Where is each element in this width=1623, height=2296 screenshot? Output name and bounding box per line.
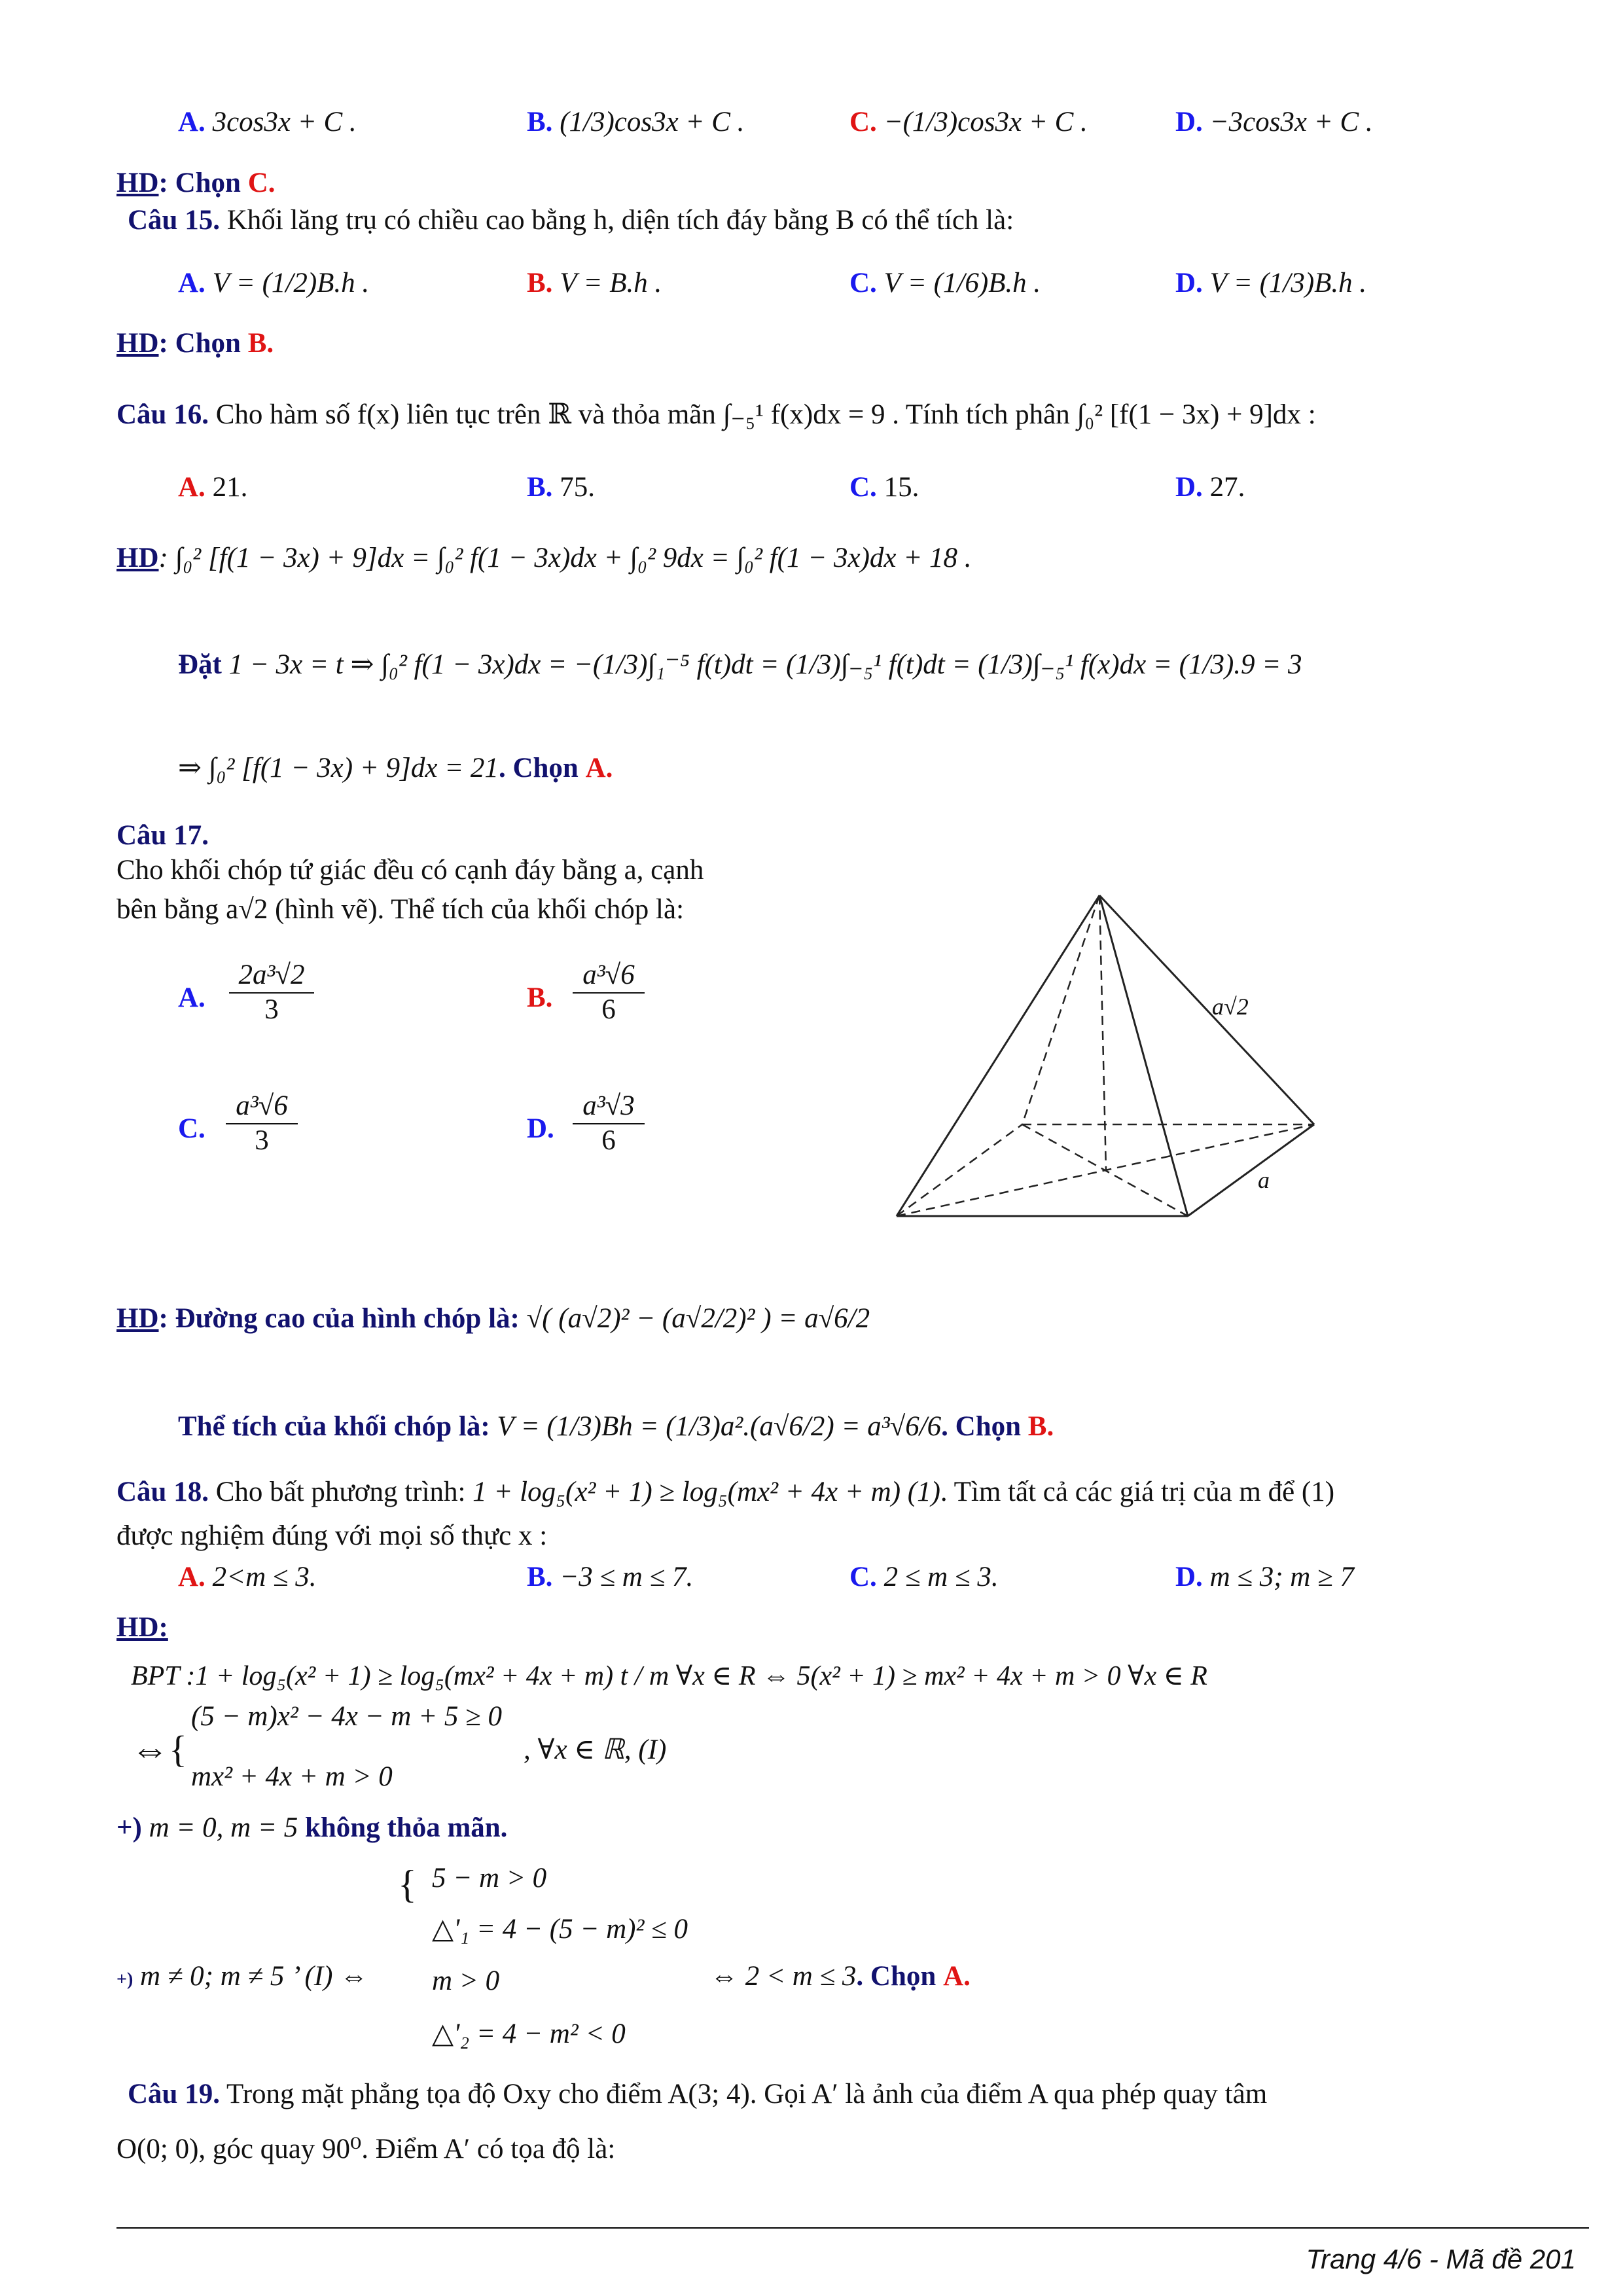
q18-case2-row2 bbox=[432, 1912, 688, 1945]
q14-hd bbox=[116, 167, 276, 199]
q18-case2-result bbox=[710, 1960, 971, 1992]
answer: A. bbox=[943, 1961, 971, 1992]
option-text: m ≤ 3; m ≥ 7 bbox=[1209, 1562, 1354, 1592]
answer: B. bbox=[1027, 1411, 1054, 1442]
option-label: B. bbox=[527, 107, 553, 137]
q17-option-d bbox=[527, 1113, 554, 1145]
question-number: Câu 19. bbox=[128, 2079, 220, 2109]
answer: A. bbox=[585, 753, 613, 783]
question-text: Cho hàm số f(x) liên tục trên ℝ và thỏa mãn ∫₋₅¹ f(x)dx = 9 . Tính tích phân ∫₀² [f(1 − 3x) + 9]dx : bbox=[215, 399, 1316, 430]
option-text: 2<m ≤ 3. bbox=[212, 1562, 317, 1592]
system-row: mx² + 4x + m > 0 bbox=[191, 1761, 393, 1792]
question-text: Trong mặt phẳng tọa độ Oxy cho điểm A(3; 4). Gọi A′ là ảnh của điểm A qua phép quay tâm bbox=[226, 2079, 1268, 2109]
answer: B. bbox=[247, 328, 274, 359]
option-text: −(1/3)cos3x + C . bbox=[883, 107, 1088, 137]
q15-option-c bbox=[849, 267, 1041, 299]
chon-label: : Chọn bbox=[158, 328, 241, 359]
option-text: −3cos3x + C . bbox=[1209, 107, 1373, 137]
q18-option-d bbox=[1175, 1561, 1354, 1593]
q17-hd-line1 bbox=[116, 1302, 870, 1335]
option-text: V = B.h . bbox=[560, 268, 662, 298]
hd-label: HD bbox=[116, 1303, 159, 1334]
option-text: V = (1/3)B.h . bbox=[1209, 268, 1367, 298]
pyramid-figure bbox=[877, 857, 1348, 1230]
option-text: 2 ≤ m ≤ 3. bbox=[883, 1562, 999, 1592]
q18-case2-row3 bbox=[432, 1965, 499, 1997]
system-row: △'₂ = 4 − m² < 0 bbox=[432, 2018, 626, 2049]
q18-option-a bbox=[178, 1561, 316, 1593]
page-footer: Trang 4/6 - Mã đề 201 bbox=[1306, 2244, 1576, 2274]
question-number: Câu 16. bbox=[116, 399, 209, 430]
option-label: C. bbox=[849, 472, 877, 503]
system-row: (5 − m)x² − 4x − m + 5 ≥ 0 bbox=[191, 1701, 502, 1732]
q15-option-d bbox=[1175, 267, 1366, 299]
q18-option-b bbox=[527, 1561, 693, 1593]
option-text: 15. bbox=[883, 472, 919, 503]
option-text: 3cos3x + C . bbox=[212, 107, 357, 137]
question-text: Cho bất phương trình: bbox=[215, 1477, 466, 1507]
system-row: 5 − m > 0 bbox=[432, 1863, 547, 1893]
q16-option-a bbox=[178, 471, 247, 503]
solution-math: √( (a√2)² − (a√2/2)² ) = a√6/2 bbox=[526, 1303, 870, 1334]
option-text: (1/3)cos3x + C . bbox=[560, 107, 745, 137]
edge-label: a√2 bbox=[1212, 994, 1249, 1020]
solution-math: V = (1/3)Bh = (1/3)a².(a√6/2) = a³√6/6 bbox=[497, 1411, 942, 1442]
option-text: 75. bbox=[560, 472, 595, 503]
case-mark: +) bbox=[116, 1812, 142, 1843]
fraction-numerator: a³√3 bbox=[573, 1090, 645, 1124]
hd-text: : Đường cao của hình chóp là: bbox=[158, 1303, 520, 1334]
q15-option-a bbox=[178, 267, 369, 299]
q17-option-d-fraction bbox=[573, 1090, 645, 1157]
q15-question bbox=[128, 204, 1014, 236]
hd-text: Thể tích của khối chóp là: bbox=[178, 1411, 490, 1442]
option-label: B. bbox=[527, 1562, 553, 1592]
q16-option-d bbox=[1175, 471, 1245, 503]
case-result: ⇔ 2 < m ≤ 3 bbox=[710, 1961, 857, 1992]
q18-sys-tail bbox=[524, 1733, 666, 1766]
case-math: m = 0, m = 5 bbox=[149, 1812, 298, 1843]
chon-label: . Chọn bbox=[856, 1961, 936, 1992]
q16-hd-line3 bbox=[178, 751, 613, 784]
q17-option-b bbox=[527, 982, 552, 1014]
option-label: D. bbox=[1175, 1562, 1203, 1592]
q18-question-line1 bbox=[116, 1476, 1334, 1508]
hd-label: HD: bbox=[116, 1612, 168, 1643]
q18-case2 bbox=[116, 1960, 368, 1992]
option-label: D. bbox=[1175, 268, 1203, 298]
q17-option-c-fraction bbox=[226, 1090, 298, 1157]
option-label: D. bbox=[527, 1113, 554, 1144]
q18-bpt bbox=[131, 1659, 1207, 1692]
case-mark: +) bbox=[116, 1969, 134, 1990]
case-condition: m ≠ 0; m ≠ 5 ’ (I) ⇔ bbox=[140, 1961, 368, 1992]
solution-line: BPT :1 + log₅(x² + 1) ≥ log₅(mx² + 4x + m) t / m ∀x ∈ R ⇔ 5(x² + 1) ≥ mx² + 4x + m > 0 ∀x ∈ R bbox=[131, 1661, 1207, 1691]
chon-label: . Chọn bbox=[941, 1411, 1022, 1442]
q17-hd-line2 bbox=[178, 1410, 1054, 1443]
q15-option-b bbox=[527, 267, 662, 299]
option-label: C. bbox=[178, 1113, 205, 1144]
q17-option-c bbox=[178, 1113, 205, 1145]
question-number: Câu 15. bbox=[128, 205, 220, 236]
q19-question-line2 bbox=[116, 2132, 615, 2165]
q18-case1 bbox=[116, 1812, 507, 1844]
option-label: A. bbox=[178, 268, 205, 298]
question-text: . Tìm tất cả các giá trị của m để (1) bbox=[940, 1477, 1335, 1507]
footer-divider bbox=[116, 2227, 1589, 2229]
q17-number bbox=[116, 819, 209, 852]
system-row: m > 0 bbox=[432, 1965, 500, 1996]
option-label: C. bbox=[849, 1562, 877, 1592]
q17-text1: Cho khối chóp tứ giác đều có cạnh đáy bằng a, cạnh bbox=[116, 855, 704, 886]
option-label: C. bbox=[849, 107, 877, 137]
solution-line: : ∫₀² [f(1 − 3x) + 9]dx = ∫₀² f(1 − 3x)dx + ∫₀² 9dx = ∫₀² f(1 − 3x)dx + 18 . bbox=[158, 543, 972, 573]
q18-hd bbox=[116, 1611, 168, 1643]
option-label: A. bbox=[178, 472, 205, 503]
chon-label: . Chọn bbox=[498, 753, 579, 783]
option-label: B. bbox=[527, 472, 553, 503]
q17-option-a-fraction bbox=[229, 959, 314, 1026]
option-text: V = (1/2)B.h . bbox=[212, 268, 370, 298]
question-text: Khối lăng trụ có chiều cao bằng h, diện tích đáy bằng B có thể tích là: bbox=[226, 205, 1014, 236]
q18-sys-line1 bbox=[191, 1700, 502, 1732]
q17-option-a bbox=[178, 982, 205, 1014]
option-text: V = (1/6)B.h . bbox=[883, 268, 1041, 298]
q18-option-c bbox=[849, 1561, 999, 1593]
option-text: −3 ≤ m ≤ 7. bbox=[560, 1562, 694, 1592]
case-text: không thỏa mãn. bbox=[304, 1812, 508, 1843]
q18-case2-row1 bbox=[432, 1862, 546, 1894]
fraction-numerator: a³√6 bbox=[573, 959, 645, 994]
question-number: Câu 17. bbox=[116, 820, 209, 851]
answer: C. bbox=[247, 168, 276, 198]
q17-option-b-fraction bbox=[573, 959, 645, 1026]
fraction-denominator: 3 bbox=[264, 994, 279, 1025]
hd-label: HD bbox=[116, 328, 159, 359]
dat-label: Đặt bbox=[178, 649, 222, 680]
question-number: Câu 18. bbox=[116, 1477, 209, 1507]
solution-line: ⇒ ∫₀² [f(1 − 3x) + 9]dx = 21 bbox=[178, 753, 499, 783]
q16-option-b bbox=[527, 471, 595, 503]
fraction-numerator: 2a³√2 bbox=[229, 959, 314, 994]
q16-question bbox=[116, 398, 1316, 431]
inequality: 1 + log₅(x² + 1) ≥ log₅(mx² + 4x + m) (1) bbox=[473, 1477, 940, 1507]
q16-option-c bbox=[849, 471, 919, 503]
system-tail: , ∀x ∈ ℝ, (I) bbox=[524, 1734, 667, 1765]
hd-label: HD bbox=[116, 543, 159, 573]
option-label: B. bbox=[527, 982, 553, 1013]
hd-label: HD bbox=[116, 168, 159, 198]
option-label: C. bbox=[849, 268, 877, 298]
option-label: B. bbox=[527, 268, 553, 298]
option-text: 27. bbox=[1209, 472, 1245, 503]
option-label: A. bbox=[178, 1562, 205, 1592]
q19-question-line1 bbox=[128, 2078, 1267, 2110]
option-label: D. bbox=[1175, 107, 1203, 137]
fraction-denominator: 6 bbox=[601, 1125, 616, 1156]
q18-case2-row4 bbox=[432, 2017, 626, 2050]
option-label: D. bbox=[1175, 472, 1203, 503]
fraction-denominator: 6 bbox=[601, 994, 616, 1025]
q16-hd-line1 bbox=[116, 542, 972, 574]
q16-hd-line2 bbox=[178, 648, 1302, 681]
q14-option-d bbox=[1175, 106, 1373, 138]
q17-text2: bên bằng a√2 (hình vẽ). Thể tích của khối chóp là: bbox=[116, 894, 685, 925]
fraction-numerator: a³√6 bbox=[226, 1090, 298, 1124]
q14-option-c bbox=[849, 106, 1088, 138]
equivalence-brace: ⇔{ bbox=[131, 1728, 187, 1770]
base-label: a bbox=[1258, 1167, 1270, 1193]
q18-question-line2: được nghiệm đúng với mọi số thực x : bbox=[116, 1520, 548, 1551]
fraction-denominator: 3 bbox=[255, 1125, 269, 1156]
option-text: 21. bbox=[212, 472, 248, 503]
q18-sys-line2 bbox=[191, 1761, 393, 1793]
q14-option-a bbox=[178, 106, 357, 138]
solution-line: 1 − 3x = t ⇒ ∫₀² f(1 − 3x)dx = −(1/3)∫₁⁻⁵ f(t)dt = (1/3)∫₋₅¹ f(t)dt = (1/3)∫₋₅¹ f(x)dx = (1/3).9 = 3 bbox=[228, 649, 1302, 680]
q15-hd bbox=[116, 327, 274, 359]
q14-option-b bbox=[527, 106, 744, 138]
case2-brace: { bbox=[398, 1863, 417, 1906]
system-row: △'₁ = 4 − (5 − m)² ≤ 0 bbox=[432, 1914, 688, 1945]
option-label: A. bbox=[178, 982, 205, 1013]
chon-label: : Chọn bbox=[158, 168, 241, 198]
option-label: A. bbox=[178, 107, 205, 137]
question-text: O(0; 0), góc quay 90⁰. Điểm A′ có tọa độ là: bbox=[116, 2134, 616, 2164]
